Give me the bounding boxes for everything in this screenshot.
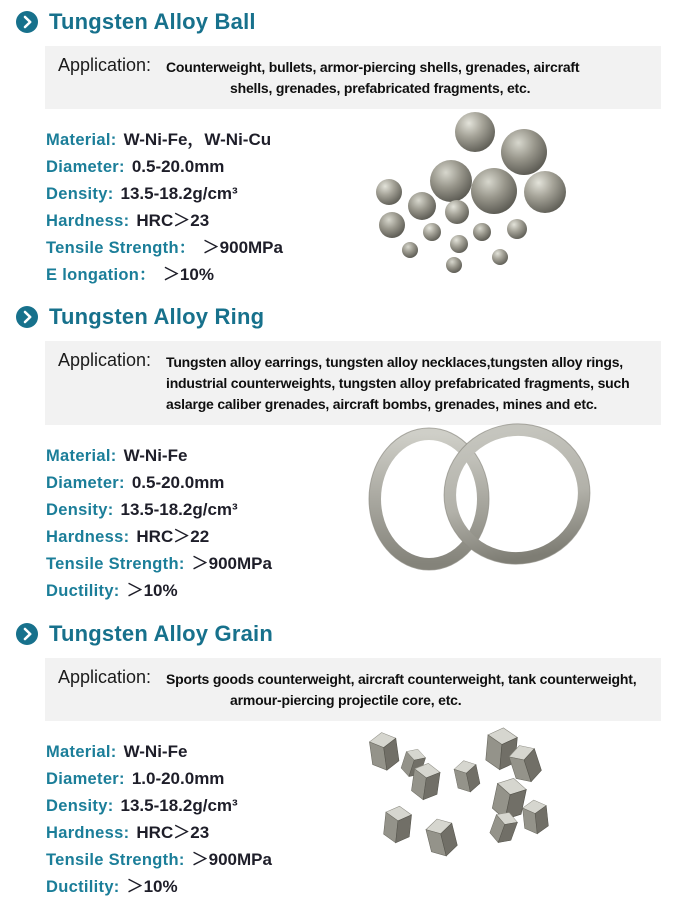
application-text: Tungsten alloy earrings, tungsten alloy necklaces,tungsten alloy rings, industrial counterweights, tungsten alloy prefabricated fragments, such aslarge caliber grenades, aircraft bombs, grenades, mines and etc. — [166, 354, 630, 412]
spec-row-ductility: Ductility: ＞10% — [46, 581, 178, 600]
spec-row-density: Density: 13.5-18.2g/cm³ — [46, 500, 238, 519]
chevron-right-circle-icon — [16, 11, 38, 33]
section-header — [0, 303, 687, 331]
section-tungsten-alloy-ball — [0, 8, 687, 288]
spec-row-hardness: Hardness: HRC＞23 — [46, 211, 210, 230]
section-tungsten-alloy-grain — [0, 620, 687, 900]
section-title: Tungsten Alloy Ring — [49, 304, 265, 329]
spec-row-diameter: Diameter: 0.5-20.0mm — [46, 157, 225, 176]
application-label: Application: — [58, 55, 152, 75]
section-header — [0, 8, 687, 36]
spec-list — [46, 738, 376, 900]
spec-row-tensile-strength: Tensile Strength: ＞900MPa — [46, 850, 272, 869]
section-tungsten-alloy-ring — [0, 303, 687, 604]
application-label: Application: — [58, 350, 152, 370]
application-box — [45, 46, 661, 109]
spec-row-material: Material: W-Ni-Fe — [46, 742, 188, 761]
spec-row-elongation: E longation： ＞10% — [46, 265, 214, 284]
chevron-right-circle-icon — [16, 623, 38, 645]
spec-row-tensile-strength: Tensile Strength: ＞900MPa — [46, 554, 272, 573]
spec-row-ductility: Ductility: ＞10% — [46, 877, 178, 896]
tungsten-balls-photo — [372, 104, 657, 309]
spec-row-tensile-strength: Tensile Strength： ＞900MPa — [46, 238, 283, 257]
spec-row-material: Material: W-Ni-Fe — [46, 446, 188, 465]
spec-list — [46, 126, 376, 288]
tungsten-cubes-photo — [355, 705, 655, 885]
spec-row-diameter: Diameter: 1.0-20.0mm — [46, 769, 225, 788]
chevron-right-circle-icon — [16, 306, 38, 328]
spec-row-hardness: Hardness: HRC＞22 — [46, 527, 210, 546]
spec-list — [46, 442, 376, 604]
tungsten-rings-photo — [365, 426, 665, 581]
section-header — [0, 620, 687, 648]
application-text: Counterweight, bullets, armor-piercing shells, grenades, aircraft shells, grenades, prefabricated fragments, etc. — [166, 59, 580, 96]
application-label: Application: — [58, 667, 152, 687]
section-title: Tungsten Alloy Ball — [49, 9, 256, 34]
spec-row-density: Density: 13.5-18.2g/cm³ — [46, 184, 238, 203]
spec-row-hardness: Hardness: HRC＞23 — [46, 823, 210, 842]
application-box — [45, 341, 661, 425]
spec-row-diameter: Diameter: 0.5-20.0mm — [46, 473, 225, 492]
application-text: Sports goods counterweight, aircraft counterweight, tank counterweight, armour-piercing projectile core, etc. — [166, 671, 637, 708]
spec-row-material: Material: W-Ni-Fe，W-Ni-Cu — [46, 130, 272, 149]
section-title: Tungsten Alloy Grain — [49, 621, 274, 646]
spec-row-density: Density: 13.5-18.2g/cm³ — [46, 796, 238, 815]
